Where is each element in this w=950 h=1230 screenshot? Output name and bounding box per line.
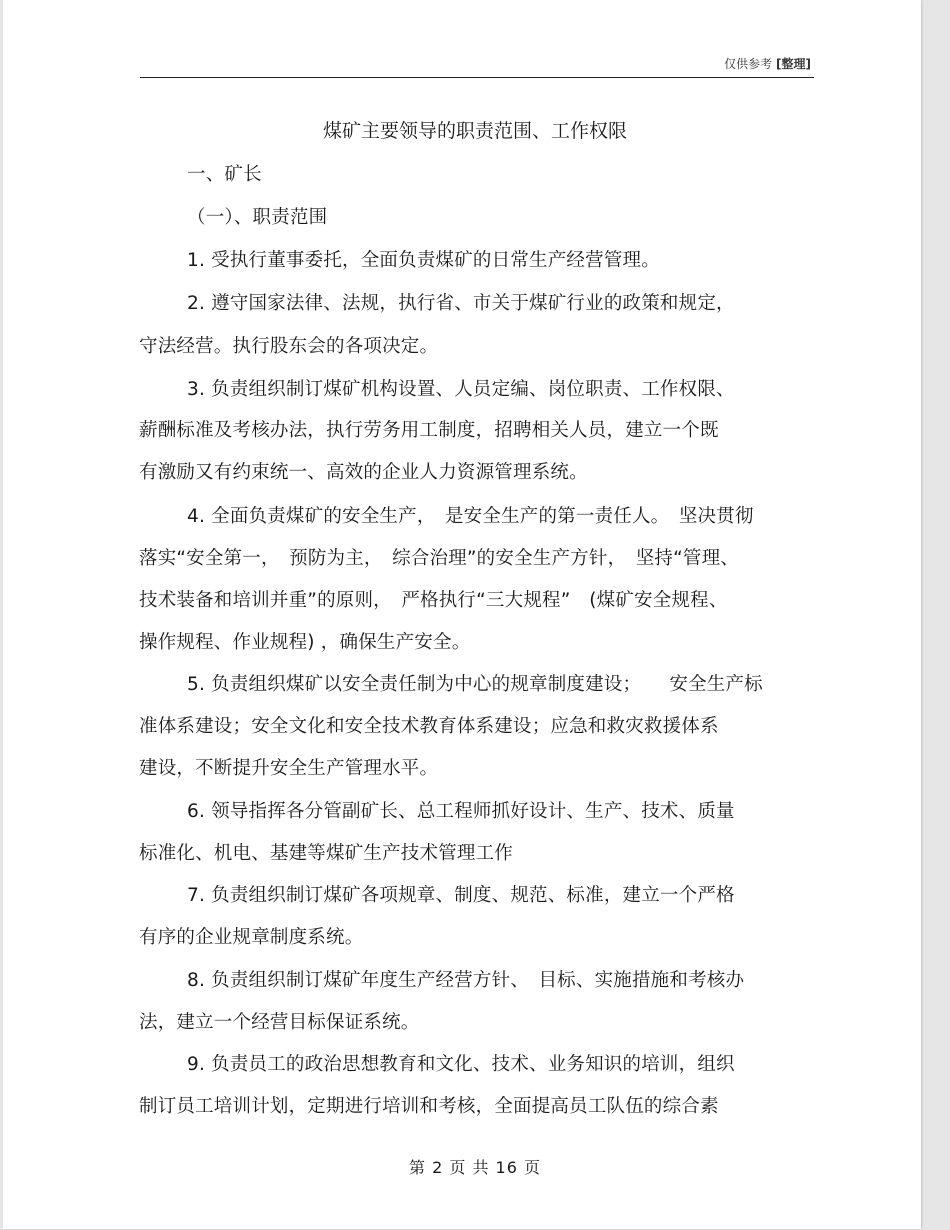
paragraph-line: 落实“安全第一， 预防为主， 综合治理”的安全生产方针， 坚持“管理、: [139, 548, 740, 569]
paragraph-line: 有序的企业规章制度系统。: [139, 927, 364, 948]
paragraph-line: 5. 负责组织煤矿以安全责任制为中心的规章制度建设； 安全生产标: [187, 674, 763, 695]
subsection-heading: （一）、职责范围: [187, 207, 328, 228]
paragraph-line: 标准化、机电、基建等煤矿生产技术管理工作: [139, 843, 514, 864]
paragraph-line: 技术装备和培训并重”的原则， 严格执行“三大规程” (煤矿安全规程、: [139, 590, 728, 611]
paragraph-line: 建设，不断提升安全生产管理水平。: [139, 758, 439, 779]
paragraph-line: 1. 受执行董事委托，全面负责煤矿的日常生产经营管理。: [187, 250, 660, 271]
document-page: [3, 0, 921, 1229]
header-note-text: 仅供参考: [724, 57, 773, 71]
paragraph-line: 8. 负责组织制订煤矿年度生产经营方针、 目标、实施措施和考核办: [187, 970, 745, 991]
paragraph-line: 守法经营。执行股东会的各项决定。: [139, 336, 439, 357]
paragraph-line: 法，建立一个经营目标保证系统。: [139, 1012, 420, 1033]
paragraph-line: 薪酬标准及考核办法，执行劳务用工制度，招聘相关人员，建立一个既: [139, 420, 719, 441]
document-title: 煤矿主要领导的职责范围、工作权限: [322, 120, 627, 142]
paragraph-line: 操作规程、作业规程) ，确保生产安全。: [139, 632, 471, 653]
paragraph-line: 6. 领导指挥各分管副矿长、总工程师抓好设计、生产、技术、质量: [187, 801, 735, 822]
paragraph-line: 制订员工培训计划，定期进行培训和考核，全面提高员工队伍的综合素: [139, 1096, 719, 1117]
paragraph-line: 4. 全面负责煤矿的安全生产， 是安全生产的第一责任人。 坚决贯彻: [187, 506, 754, 527]
header-rule: [140, 77, 814, 78]
section-heading: 一、矿长: [187, 164, 262, 185]
paragraph-line: 2. 遵守国家法律、法规，执行省、市关于煤矿行业的政策和规定，: [187, 293, 735, 314]
paragraph-line: 准体系建设；安全文化和安全技术教育体系建设；应急和救灾救援体系: [139, 716, 719, 737]
paragraph-line: 9. 负责员工的政治思想教育和文化、技术、业务知识的培训，组织: [187, 1054, 735, 1075]
page-number-footer: 第 2 页 共 16 页: [409, 1158, 541, 1177]
header-tag: [整理]: [776, 57, 811, 71]
paragraph-line: 3. 负责组织制订煤矿机构设置、人员定编、岗位职责、工作权限、: [187, 379, 735, 400]
paragraph-line: 7. 负责组织制订煤矿各项规章、制度、规范、标准，建立一个严格: [187, 885, 735, 906]
paragraph-line: 有激励又有约束统一、高效的企业人力资源管理系统。: [139, 462, 588, 483]
header-note: [724, 55, 811, 72]
